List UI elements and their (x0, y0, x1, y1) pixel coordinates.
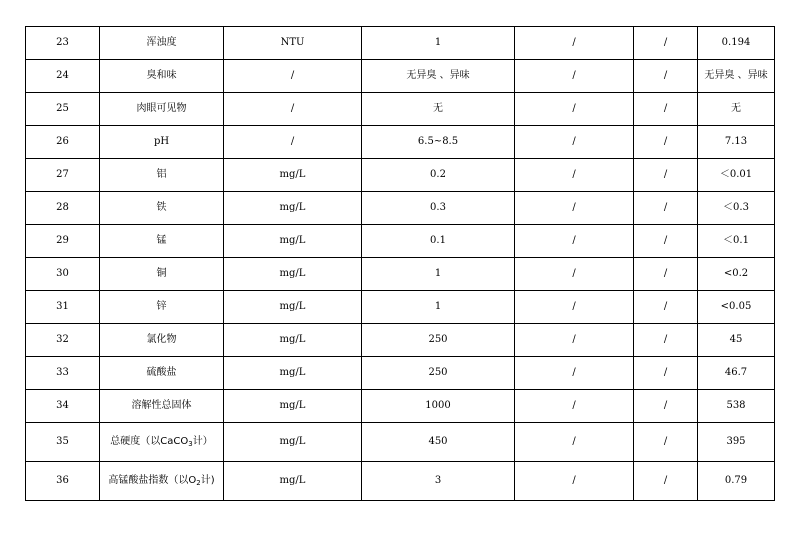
blank-cell-1: / (515, 27, 634, 60)
indicator-name-subscript: 3 (188, 440, 193, 448)
row-number: 35 (26, 423, 100, 462)
blank-cell-1: / (515, 258, 634, 291)
unit-cell: mg/L (224, 324, 362, 357)
row-number: 27 (26, 159, 100, 192)
row-number: 26 (26, 126, 100, 159)
row-number: 29 (26, 225, 100, 258)
blank-cell-1: / (515, 60, 634, 93)
indicator-name-suffix: 计) (200, 475, 215, 486)
blank-cell-2: / (634, 390, 698, 423)
row-number: 24 (26, 60, 100, 93)
blank-cell-1: / (515, 390, 634, 423)
unit-cell: / (224, 126, 362, 159)
blank-cell-1: / (515, 324, 634, 357)
indicator-name: 臭和味 (100, 60, 224, 93)
row-number: 34 (26, 390, 100, 423)
result-cell: 0.194 (698, 27, 775, 60)
indicator-name-prefix: 高锰酸盐指数（以O (108, 475, 197, 486)
row-number: 25 (26, 93, 100, 126)
unit-cell: / (224, 60, 362, 93)
unit-cell: mg/L (224, 192, 362, 225)
indicator-name: pH (100, 126, 224, 159)
unit-cell: mg/L (224, 423, 362, 462)
row-number: 33 (26, 357, 100, 390)
limit-cell: 1 (362, 291, 515, 324)
blank-cell-1: / (515, 423, 634, 462)
indicator-name-suffix: 计） (192, 436, 213, 447)
result-cell: <0.05 (698, 291, 775, 324)
limit-cell: 无异臭 、异味 (362, 60, 515, 93)
table-row (26, 93, 775, 126)
unit-cell: mg/L (224, 291, 362, 324)
row-number: 31 (26, 291, 100, 324)
unit-cell: mg/L (224, 159, 362, 192)
table-row (26, 390, 775, 423)
blank-cell-1: / (515, 225, 634, 258)
row-number: 28 (26, 192, 100, 225)
limit-cell: 250 (362, 357, 515, 390)
unit-cell: / (224, 93, 362, 126)
blank-cell-1: / (515, 291, 634, 324)
result-cell: 0.79 (698, 462, 775, 501)
blank-cell-1: / (515, 192, 634, 225)
water-quality-table (25, 26, 775, 501)
blank-cell-2: / (634, 423, 698, 462)
limit-cell: 6.5~8.5 (362, 126, 515, 159)
table-row (26, 462, 775, 501)
unit-cell: NTU (224, 27, 362, 60)
row-number: 36 (26, 462, 100, 501)
limit-cell: 1 (362, 27, 515, 60)
result-cell: 538 (698, 390, 775, 423)
indicator-name: 锌 (100, 291, 224, 324)
blank-cell-1: / (515, 93, 634, 126)
indicator-name: 氯化物 (100, 324, 224, 357)
limit-cell: 无 (362, 93, 515, 126)
blank-cell-2: / (634, 60, 698, 93)
table-row (26, 423, 775, 462)
blank-cell-2: / (634, 27, 698, 60)
result-cell: 7.13 (698, 126, 775, 159)
table-row (26, 291, 775, 324)
result-cell: 无异臭 、异味 (698, 60, 775, 93)
unit-cell: mg/L (224, 390, 362, 423)
result-cell: 395 (698, 423, 775, 462)
blank-cell-1: / (515, 357, 634, 390)
table-row (26, 357, 775, 390)
result-cell: 45 (698, 324, 775, 357)
table-row (26, 258, 775, 291)
blank-cell-1: / (515, 462, 634, 501)
blank-cell-2: / (634, 192, 698, 225)
indicator-name (100, 423, 224, 462)
result-cell: ＜0.1 (698, 225, 775, 258)
table-row (26, 159, 775, 192)
table-row (26, 324, 775, 357)
indicator-name: 铝 (100, 159, 224, 192)
blank-cell-2: / (634, 258, 698, 291)
row-number: 32 (26, 324, 100, 357)
limit-cell: 0.1 (362, 225, 515, 258)
blank-cell-2: / (634, 225, 698, 258)
blank-cell-2: / (634, 462, 698, 501)
result-cell: ＜0.3 (698, 192, 775, 225)
row-number: 23 (26, 27, 100, 60)
unit-cell: mg/L (224, 357, 362, 390)
indicator-name-prefix: 总硬度（以CaCO (110, 436, 189, 447)
row-number: 30 (26, 258, 100, 291)
limit-cell: 0.2 (362, 159, 515, 192)
blank-cell-2: / (634, 126, 698, 159)
indicator-name: 锰 (100, 225, 224, 258)
limit-cell: 450 (362, 423, 515, 462)
limit-cell: 1 (362, 258, 515, 291)
indicator-name: 浑浊度 (100, 27, 224, 60)
result-cell: ＜0.01 (698, 159, 775, 192)
blank-cell-2: / (634, 357, 698, 390)
unit-cell: mg/L (224, 225, 362, 258)
unit-cell: mg/L (224, 462, 362, 501)
indicator-name: 溶解性总固体 (100, 390, 224, 423)
indicator-name: 肉眼可见物 (100, 93, 224, 126)
limit-cell: 3 (362, 462, 515, 501)
table-row (26, 126, 775, 159)
table-row (26, 60, 775, 93)
blank-cell-2: / (634, 93, 698, 126)
blank-cell-2: / (634, 291, 698, 324)
limit-cell: 1000 (362, 390, 515, 423)
limit-cell: 250 (362, 324, 515, 357)
table-row (26, 225, 775, 258)
blank-cell-2: / (634, 324, 698, 357)
result-cell: 46.7 (698, 357, 775, 390)
blank-cell-2: / (634, 159, 698, 192)
blank-cell-1: / (515, 159, 634, 192)
blank-cell-1: / (515, 126, 634, 159)
table-row (26, 27, 775, 60)
indicator-name: 硫酸盐 (100, 357, 224, 390)
result-cell: <0.2 (698, 258, 775, 291)
indicator-name-subscript: 2 (196, 479, 201, 487)
indicator-name (100, 462, 224, 501)
unit-cell: mg/L (224, 258, 362, 291)
indicator-name: 铁 (100, 192, 224, 225)
table-row (26, 192, 775, 225)
indicator-name: 铜 (100, 258, 224, 291)
result-cell: 无 (698, 93, 775, 126)
limit-cell: 0.3 (362, 192, 515, 225)
